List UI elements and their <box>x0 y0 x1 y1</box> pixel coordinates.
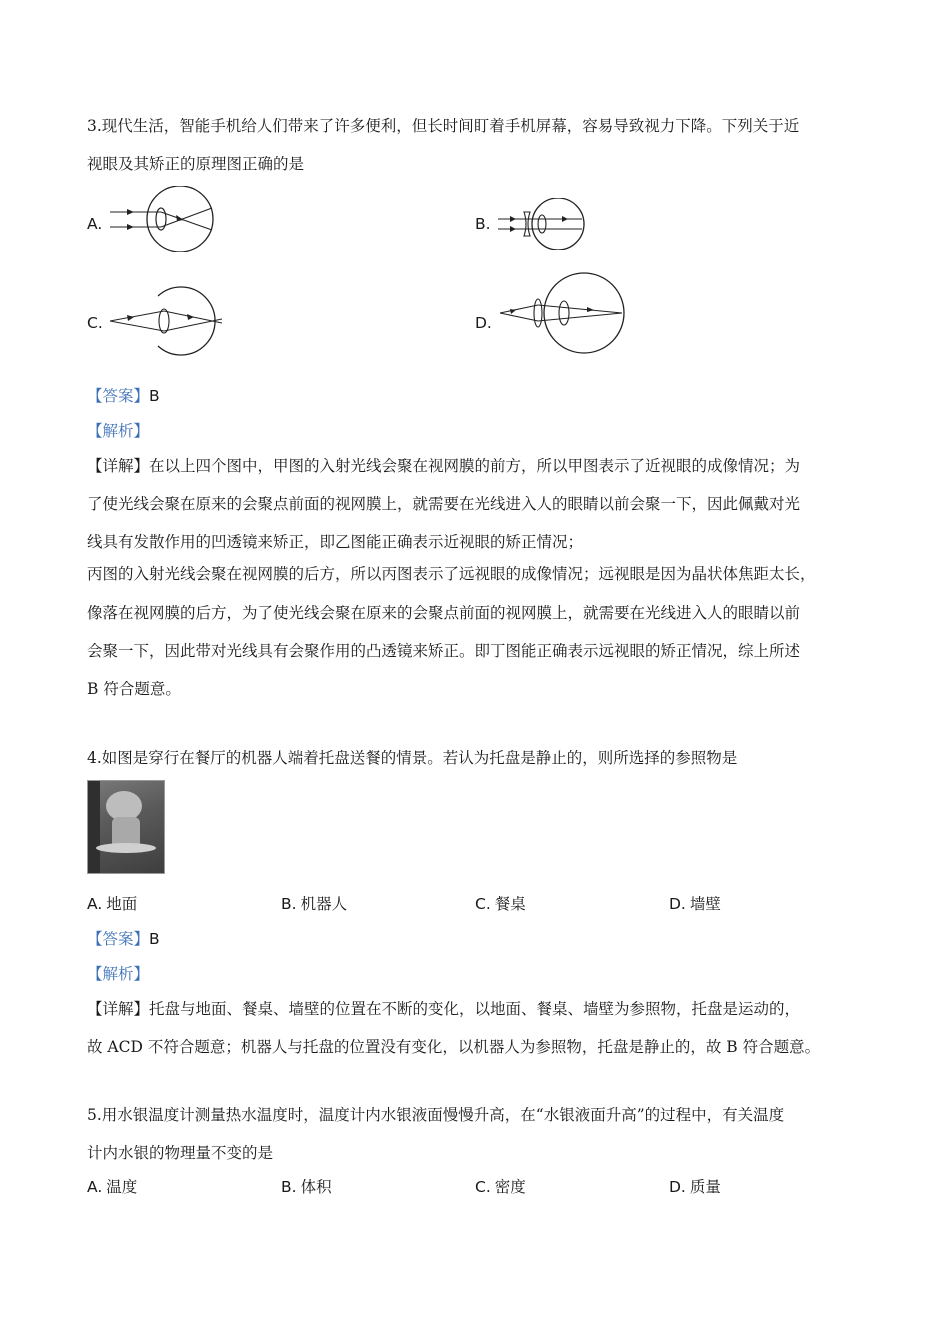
q3-detail-line-3: 线具有发散作用的凹透镜来矫正，即乙图能正确表示近视眼的矫正情况； <box>87 533 584 551</box>
q3-detail-line-6: 会聚一下，因此带对光线具有会聚作用的凸透镜来矫正。即丁图能正确表示远视眼的矫正情况，综上所述 <box>87 642 801 660</box>
detail-text: 托盘与地面、餐桌、墙壁的位置在不断的变化，以地面、餐桌、墙壁为参照物，托盘是运动的， <box>149 1000 801 1018</box>
q5-stem-line-1: 5.用水银温度计测量热水温度时，温度计内水银液面慢慢升高，在“水银液面升高”的过程中，有关温度 <box>87 1106 785 1124</box>
option-letter: A. <box>87 1178 103 1196</box>
detail-text: 在以上四个图中，甲图的入射光线会聚在视网膜的前方，所以甲图表示了近视眼的成像情况；为 <box>149 457 801 475</box>
q4-analysis-tag: 【解析】 <box>87 965 150 983</box>
option-text: 密度 <box>494 1178 526 1196</box>
option-letter: C. <box>87 314 103 332</box>
detail-tag: 【详解】 <box>87 457 150 475</box>
q3-detail-line-1 <box>87 456 800 476</box>
robot-waiter-photo <box>87 780 165 874</box>
q4-option-c[interactable] <box>475 894 526 914</box>
answer-tag: 【答案】 <box>87 387 150 405</box>
option-letter: D. <box>669 1178 686 1196</box>
option-letter: A. <box>87 215 103 233</box>
eye-with-convex-lens-icon <box>498 272 626 354</box>
q3-option-a[interactable] <box>87 214 106 234</box>
detail-tag: 【详解】 <box>87 1000 150 1018</box>
q4-option-d[interactable] <box>669 894 721 914</box>
answer-tag: 【答案】 <box>87 930 150 948</box>
eye-rays-converge-before-retina-icon <box>108 186 220 252</box>
q4-stem-line-1: 4.如图是穿行在餐厅的机器人端着托盘送餐的情景。若认为托盘是静止的，则所选择的参照物是 <box>87 749 738 767</box>
option-letter: B. <box>281 1178 297 1196</box>
q3-answer <box>87 386 160 406</box>
q5-option-d[interactable] <box>669 1177 721 1197</box>
q3-analysis-tag: 【解析】 <box>87 422 150 440</box>
q3-detail-line-4: 丙图的入射光线会聚在视网膜的后方，所以丙图表示了远视眼的成像情况；远视眼是因为晶状体焦距太长， <box>87 565 816 583</box>
answer-value: B <box>149 930 160 948</box>
q3-option-c[interactable] <box>87 313 107 333</box>
answer-value: B <box>149 387 160 405</box>
q4-option-b[interactable] <box>281 894 347 914</box>
q3-stem-line-1: 3.现代生活，智能手机给人们带来了许多便利，但长时间盯着手机屏幕，容易导致视力下降。下列关于近 <box>87 117 800 135</box>
q3-detail-line-7: B 符合题意。 <box>87 680 181 698</box>
q3-detail-line-2: 了使光线会聚在原来的会聚点前面的视网膜上，就需要在光线进入人的眼睛以前会聚一下，因此佩戴对光 <box>87 495 801 513</box>
q5-option-c[interactable] <box>475 1177 526 1197</box>
q3-stem-line-2: 视眼及其矫正的原理图正确的是 <box>87 155 305 173</box>
option-letter: C. <box>475 895 491 913</box>
eye-with-concave-lens-icon <box>494 198 586 250</box>
option-text: 质量 <box>689 1178 721 1196</box>
option-text: 温度 <box>106 1178 138 1196</box>
q5-option-b[interactable] <box>281 1177 332 1197</box>
option-letter: C. <box>475 1178 491 1196</box>
option-text: 地面 <box>106 895 138 913</box>
q3-option-d[interactable] <box>475 313 496 333</box>
q5-option-a[interactable] <box>87 1177 137 1197</box>
q3-detail-line-5: 像落在视网膜的后方，为了使光线会聚在原来的会聚点前面的视网膜上，就需要在光线进入人的眼睛以前 <box>87 604 801 622</box>
q4-detail-line-2: 故 ACD 不符合题意；机器人与托盘的位置没有变化，以机器人为参照物，托盘是静止的，故 B 符合题意。 <box>87 1038 821 1056</box>
q5-stem-line-2: 计内水银的物理量不变的是 <box>87 1144 274 1162</box>
option-letter: B. <box>281 895 297 913</box>
eye-rays-converge-behind-retina-icon <box>108 286 226 356</box>
option-text: 体积 <box>300 1178 332 1196</box>
q4-option-a[interactable] <box>87 894 137 914</box>
option-letter: D. <box>475 314 492 332</box>
q3-option-b[interactable] <box>475 214 495 234</box>
option-letter: A. <box>87 895 103 913</box>
option-text: 餐桌 <box>494 895 526 913</box>
option-text: 墙壁 <box>689 895 721 913</box>
option-letter: B. <box>475 215 491 233</box>
q4-detail-line-1 <box>87 999 800 1019</box>
option-text: 机器人 <box>300 895 348 913</box>
option-letter: D. <box>669 895 686 913</box>
q4-answer <box>87 929 160 949</box>
